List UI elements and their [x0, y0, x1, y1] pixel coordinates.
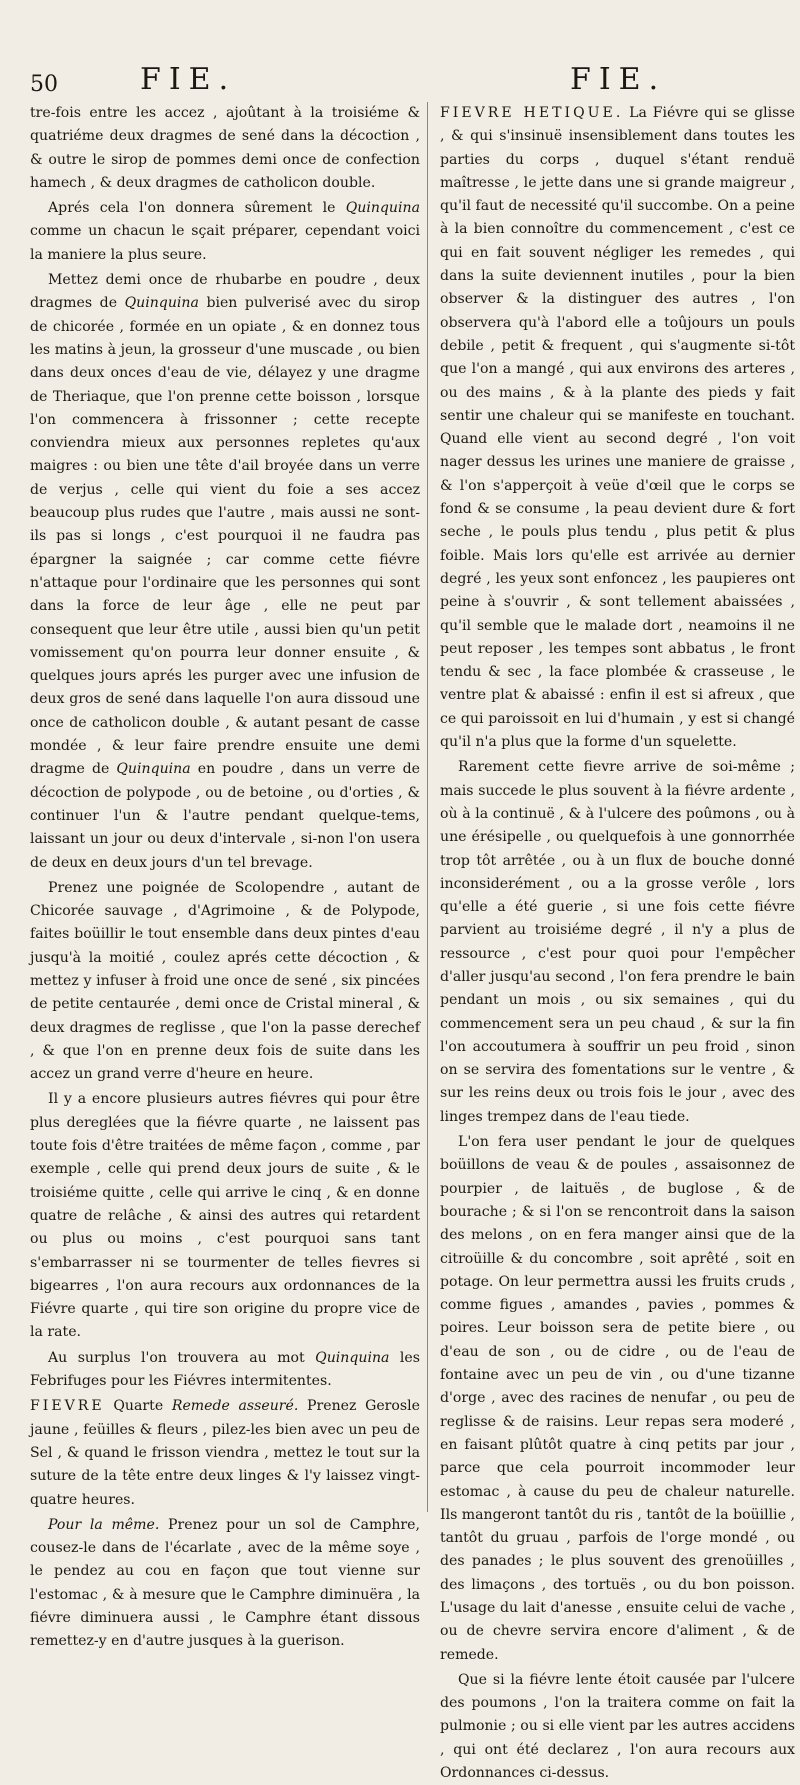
paragraph: tre-fois entre les accez , ajoûtant à la troisiéme & quatriéme deux dragmes de sené dans la décoction , & outre le sirop de pommes demi once de confection hamech , & deux dragmes de catholicon double. — [30, 105, 420, 191]
paragraph: L'on fera user pendant le jour de quelques boüillons de veau & de poules , assaisonnez de pourpier , de laituës , de buglose , & de bourache ; & si l'on se rencontroit dans la saison des melons , on en fera manger ainsi que de la citroüille & du concombre , soit aprêté , soit en potage. On leur permettra aussi les fruits cruds , comme figues , amandes , pavies , pommes & poires. Leur boisson sera de petite biere , ou d'eau de son , ou de cidre , ou de l'eau de fontaine avec un peu de vin , ou d'une tizanne d'orge , avec des racines de nenufar , ou peu de reglisse & de raisins. Leur repas sera moderé , en faisant plûtôt quatre à cinq petits par jour , parce que cela pourroit incommoder leur estomac , à cause du peu de chaleur naturelle. Ils mangeront tantôt du ris , tantôt de la boüillie , tantôt du gruau , parfois de l'orge mondé , ou des panades ; le plus souvent des grenoüilles , des limaçons , des tortuës , ou du bon poisson. L'usage du lait d'anesse , ensuite celui de vache , ou de chevre servira encore d'aliment , & de remede. — [440, 1134, 795, 1663]
paragraph: Que si la fiévre lente étoit causée par l'ulcere des poumons , l'on la traitera comme on fait la pulmonie ; ou si elle vient par les autres accidens , qui ont été declarez , l'on aura recours aux Ordonnances ci-dessus. — [440, 1671, 795, 1782]
left-column — [30, 102, 420, 1650]
page-number: 50 — [30, 72, 58, 97]
entry-fievre-quarte: FIEVRE Quarte Remede asseuré. Prenez Gerosle jaune , feüilles & fleurs , pilez-les bien avec un peu de Sel , & quand le frisson viendra , mettez le tout sur la suture de la tête entre deux linges & l'y laissez vingt-quatre heures. — [30, 1398, 420, 1508]
running-head-right: FIE. — [570, 62, 667, 97]
entry-fievre-hetique: FIEVRE HETIQUE. La Fiévre qui se glisse , & qui s'insinuë insensiblement dans toutes les parties du corps , duquel s'étant renduë maîtresse , le jette dans une si grande maigreur , qu'il faut de necessité qu'il succombe. On a peine à la bien connoître du commencement , c'est ce qui en fait souvent négliger les remedes , qui dans la suite deviennent inutiles , pour la bien observer & la distinguer des autres , l'on observera qu'à l'abord elle a toûjours un pouls debile , petit & frequent , qui s'augmente si-tôt que l'on a mangé , qui aux environs des arteres , ou des mains , & à la plante des pieds y fait sentir une chaleur qui se manifeste en touchant. Quand elle vient au second degré , l'on voit nager dessus les urines une maniere de graisse , & l'on s'apperçoit à veüe d'œil que le corps se fond & se consume , la peau devient dure & fort seche , le pouls plus tendu , plus petit & plus foible. Mais lors qu'elle est arrivée au dernier degré , les yeux sont enfoncez , les paupieres ont peine à s'ouvrir , & sont tellement abaissées , qu'il semble que le malade dort , neamoins il ne peut reposer , les tempes sont abbatus , le front tendu & sec , la face plombée & crasseuse , le ventre plat & abaissé : enfin il est si afreux , que ce qui paroissoit en lui d'humain , y est si changé qu'il n'a plus que la forme d'un squelette. — [440, 105, 795, 751]
right-column — [427, 102, 795, 1782]
running-head-left: FIE. — [140, 62, 237, 97]
paragraph: Mettez demi once de rhubarbe en poudre , deux dragmes de Quinquina bien pulverisé avec du sirop de chicorée , formée en un opiate , & en donnez tous les matins à jeun, la grosseur d'une muscade , ou bien dans deux onces d'eau de vie, délayez y une dragme de Theriaque, que l'on prenne cette boisson , lorsque l'on commencera à frissonner ; cette recepte conviendra mieux aux personnes repletes qu'aux maigres : ou bien une tête d'ail broyée dans un verre de verjus , celle qui vient du foie a ses accez beaucoup plus rudes que l'autre , mais aussi ne sont-ils pas si longs , c'est pourquoi il ne faudra pas épargner la saignée ; car comme cette fiévre n'attaque pour l'ordinaire que les personnes qui sont dans la force de leur âge , elle ne peut par consequent que leur être utile , aussi bien qu'un petit vomissement qu'on pourra leur donner ensuite , & quelques jours aprés les purger avec une infusion de deux gros de sené dans laquelle l'on aura dissoud une once de catholicon double , & autant pesant de casse mondée , & leur faire prendre ensuite une demi dragme de Quinquina en poudre , dans un verre de décoction de polypode , ou de betoine , ou d'orties , & continuer l'un & l'autre pendant quelque-tems, laissant un jour ou deux d'intervale , si-non l'on usera de deux en deux jours d'un tel brevage. — [30, 272, 420, 871]
paragraph: Au surplus l'on trouvera au mot Quinquina les Febrifuges pour les Fiévres intermitentes. — [30, 1349, 420, 1390]
paragraph: Pour la même. Prenez pour un sol de Camphre, cousez-le dans de l'écarlate , avec de la même soye , le pendez au cou en façon que tout vienne sur l'estomac , & à mesure que le Camphre diminuëra , la fiévre diminuera aussi , le Camphre étant dissous remettez-y en d'autre jusques à la guerison. — [30, 1516, 420, 1650]
paragraph: Il y a encore plusieurs autres fiévres qui pour être plus dereglées que la fiévre quarte , ne laissent pas toute fois d'être traitées de même façon , comme , par exemple , celle qui prend deux jours de suite , & le troisiéme quitte , celle qui arrive le cinq , & en donne quatre de relâche , & ainsi des autres qui retardent ou plus ou moins , c'est pourquoi sans tant s'embarrasser ni se tourmenter de telles fievres si bigearres , l'on aura recours aux ordonnances de la Fiévre quarte , qui tire son origine du propre vice de la rate. — [30, 1091, 420, 1341]
paragraph: Rarement cette fievre arrive de soi-même ; mais succede le plus souvent à la fiévre ardente , où à la continuë , & à l'ulcere des poûmons , ou à une érésipelle , ou quelquefois à une gonnorrhée trop tôt arrêtée , ou à un flux de bouche donné inconsiderément , ou a la grosse verôle , lors qu'elle a été guerie , si une fois cette fiévre parvient au troisiéme degré , il n'y a plus de ressource , c'est pour quoi pour l'empêcher d'aller jusqu'au second , l'on fera prendre le bain pendant un mois , ou six semaines , qui du commencement sera un peu chaud , & sur la fin l'on accoutumera à souffrir un peu froid , sinon on se servira des fomentations sur le ventre , & sur les reins deux ou trois fois le jour , avec des linges trempez dans de l'eau tiede. — [440, 759, 795, 1125]
paragraph: Aprés cela l'on donnera sûrement le Quinquina comme un chacun le sçait préparer, cependant voici la maniere la plus seure. — [30, 200, 420, 263]
page-header — [0, 62, 800, 104]
paragraph: Prenez une poignée de Scolopendre , autant de Chicorée sauvage , d'Agrimoine , & de Polypode, faites boüillir le tout ensemble dans deux pintes d'eau jusqu'à la moitié , coulez aprés cette décoction , & mettez y infuser à froid une once de sené , six pincées de petite centaurée , demi once de Cristal mineral , & deux dragmes de reglisse , que l'on la passe derechef , & que l'on en prenne deux fois de suite dans les accez un grand verre d'heure en heure. — [30, 879, 420, 1083]
